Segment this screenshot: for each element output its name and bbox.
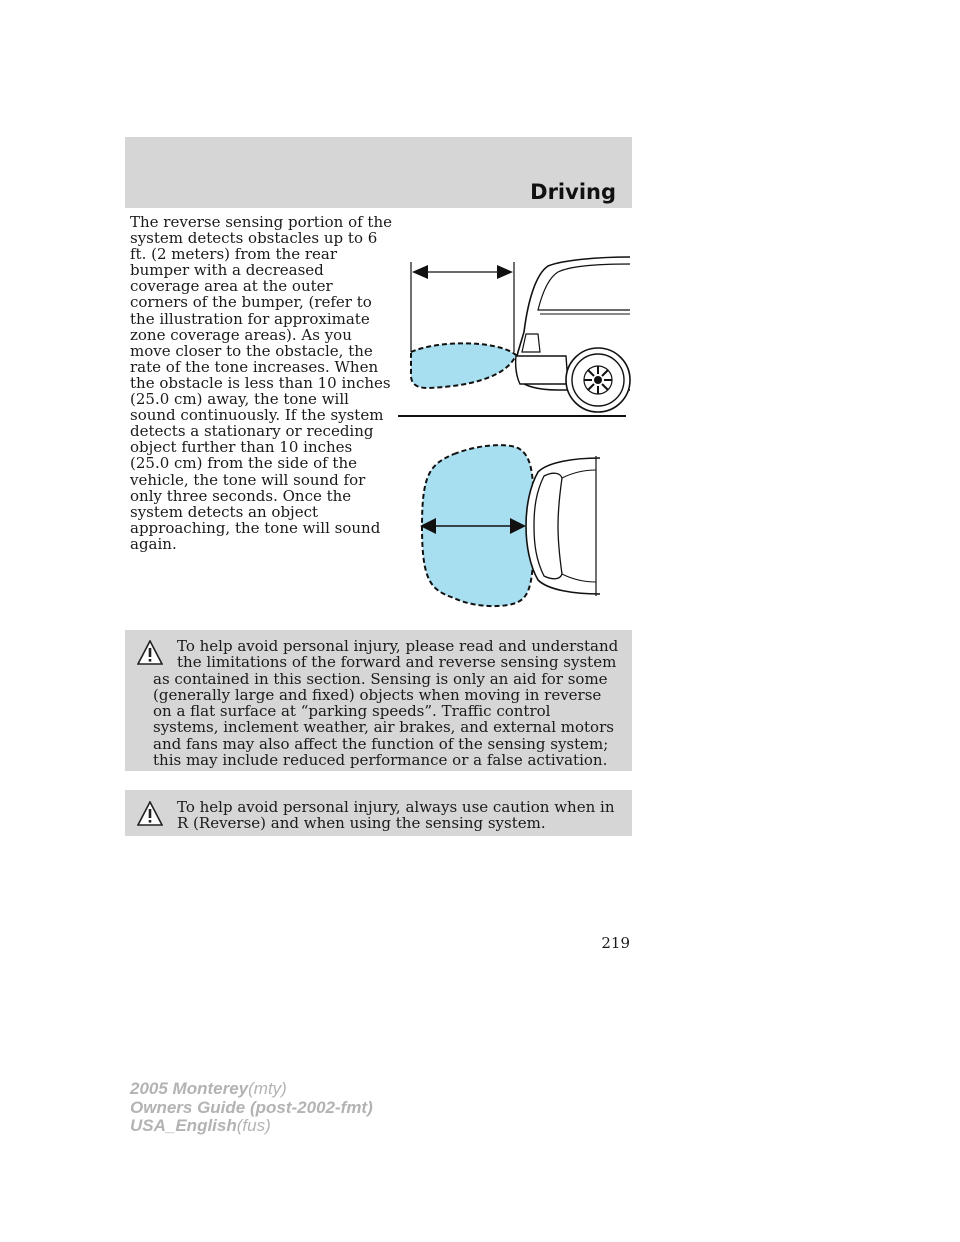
warning-text: To help avoid personal injury, please read and understand the limitations of the forward and reverse sensing system as contained in this section. Sensing is only an aid for some (generally large and fixed) objects when moving in reverse on a flat surface at “parking speeds”. Traffic control systems, inclement weather, air brakes, and external motors and fans may also affect the function of the sensing system; this may include reduced performance or a false activation. bbox=[153, 637, 619, 770]
warning-box bbox=[125, 790, 632, 836]
footer-language-code: (fus) bbox=[236, 1116, 271, 1135]
document-footer bbox=[130, 1080, 373, 1136]
section-title: Driving bbox=[530, 180, 616, 204]
rear-sensing-side-view-illustration bbox=[398, 252, 632, 422]
warning-triangle-icon bbox=[137, 640, 163, 666]
warning-box bbox=[125, 630, 632, 771]
section-header-band bbox=[125, 137, 632, 208]
footer-model: 2005 Monterey bbox=[130, 1079, 249, 1098]
body-paragraph: The reverse sensing portion of the system detects obstacles up to 6 ft. (2 meters) from the rear bumper with a decreased coverage area at the outer corners of the bumper, (refer to the illustration for approximate zone coverage areas). As you move closer to the obstacle, the rate of the tone increases. When the obstacle is less than 10 inches (25.0 cm) away, the tone will sound continuously. If the system detects a stationary or receding object further than 10 inches (25.0 cm) from the side of the vehicle, the tone will sound for only three seconds. Once the system detects an object approaching, the tone will sound again. bbox=[130, 213, 392, 553]
footer-guide: Owners Guide (post-2002-fmt) bbox=[130, 1097, 373, 1117]
page-number: 219 bbox=[601, 934, 630, 952]
footer-language: USA_English bbox=[130, 1116, 237, 1135]
rear-sensing-top-view-illustration bbox=[414, 442, 600, 610]
warning-text: To help avoid personal injury, always use caution when in R (Reverse) and when using the sensing system. bbox=[177, 798, 615, 833]
footer-model-code: (mty) bbox=[248, 1079, 287, 1098]
warning-triangle-icon bbox=[137, 801, 163, 827]
